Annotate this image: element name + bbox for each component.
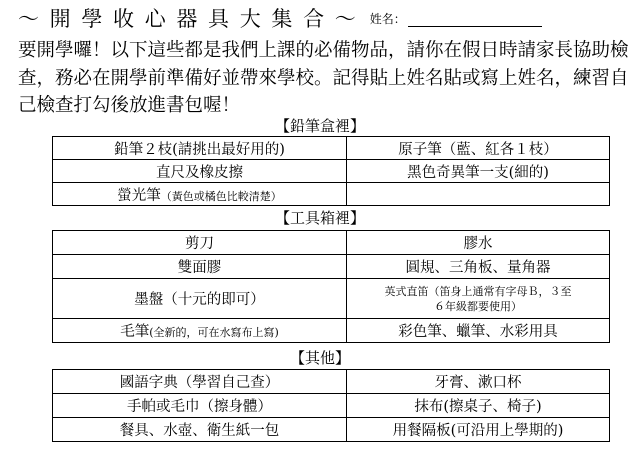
item-main-text: 螢光筆: [117, 187, 161, 204]
item-cell: 抹布(擦桌子、椅子): [347, 394, 610, 418]
table-row: [53, 319, 610, 343]
item-cell: 雙面膠: [53, 255, 347, 279]
table-row: [53, 137, 610, 160]
table-row: [53, 160, 610, 183]
others-table: [52, 369, 610, 442]
item-cell: 鉛筆２枝(請挑出最好用的): [53, 137, 347, 160]
item-note-text: （黃色或橘色比較清楚）: [160, 189, 282, 203]
item-cell: 黑色奇異筆一支(細的): [347, 160, 610, 183]
intro-paragraph: 要開學囉！以下這些都是我們上課的必備物品，請你在假日時請家長協助檢查，務必在開學前準備好並帶來學校。記得貼上姓名貼或寫上姓名，練習自己檢查打勾後放進書包喔！: [18, 40, 629, 116]
name-blank-line: [408, 9, 542, 27]
item-line-2: ６年級都要使用）: [434, 299, 522, 313]
toolbox-table: [52, 230, 610, 343]
item-cell: 剪刀: [53, 231, 347, 255]
item-cell: 國語字典（學習自己查）: [53, 370, 347, 394]
item-main-text: 毛筆: [120, 324, 150, 340]
table-row: [53, 418, 610, 442]
item-line-1: 英式直笛（笛身上通常有字母Ｂ，３至: [384, 284, 572, 298]
section-title-toolbox: 【工具箱裡】: [274, 209, 365, 227]
item-cell: 墨盤（十元的即可）: [53, 279, 347, 319]
item-cell: 餐具、水壺、衛生紙一包: [53, 418, 347, 442]
section-title-pencil-case: 【鉛筆盒裡】: [274, 117, 365, 135]
name-label: 姓名：: [369, 11, 406, 26]
table-row: [53, 394, 610, 418]
table-row: [53, 279, 610, 319]
item-cell: 原子筆（藍、紅各１枝）: [347, 137, 610, 160]
worksheet-header: [18, 4, 542, 32]
pencil-case-table: [52, 136, 610, 206]
item-cell: 膠水: [347, 231, 610, 255]
item-note-text: (全新的，可在水寫布上寫): [149, 326, 279, 339]
item-cell: 圓規、三角板、量角器: [347, 255, 610, 279]
item-cell: 牙膏、漱口杯: [347, 370, 610, 394]
item-cell: 直尺及橡皮擦: [53, 160, 347, 183]
item-cell: [53, 319, 347, 343]
item-cell: [53, 183, 347, 206]
item-cell: 手帕或毛巾（擦身體）: [53, 394, 347, 418]
item-cell-two-line: [347, 279, 610, 319]
table-row: [53, 255, 610, 279]
table-row: [53, 231, 610, 255]
table-row: [53, 370, 610, 394]
item-cell: 用餐隔板(可沿用上學期的): [347, 418, 610, 442]
empty-item-cell: [347, 183, 610, 206]
worksheet-title: ～ 開 學 收 心 器 具 大 集 合 ～: [18, 7, 358, 31]
section-title-others: 【其他】: [289, 349, 350, 367]
table-row: [53, 183, 610, 206]
item-cell: 彩色筆、蠟筆、水彩用具: [347, 319, 610, 343]
